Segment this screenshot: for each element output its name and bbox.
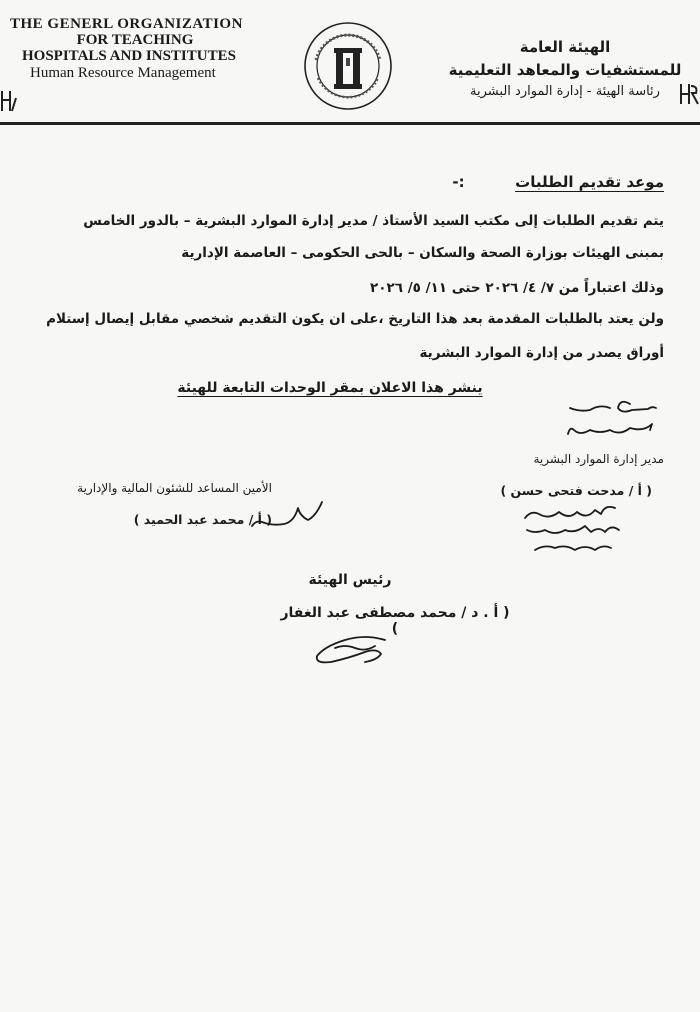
letterhead-ar-line2: للمستشفيات والمعاهد التعليمية (448, 61, 682, 79)
handwritten-initials (560, 396, 660, 448)
section-title-suffix: :- (452, 173, 465, 191)
paragraph-1: يتم تقديم الطلبات إلى مكتب السيد الأستاذ / مدير إدارة الموارد البشرية – بالدور الخامس (83, 213, 664, 229)
header-divider (0, 122, 700, 125)
paragraph-5: أوراق يصدر من إدارة الموارد البشرية (419, 345, 664, 361)
president-name: ( أ . د / محمد مصطفى عبد الغفار ) (280, 605, 510, 637)
section-title (452, 173, 664, 191)
letterhead-en-line2: FOR TEACHING (76, 32, 194, 48)
hr-mark-icon (0, 88, 18, 114)
hr-director-name: ( أ / مدحت فتحى حسن ) (500, 483, 652, 498)
publication-notice: ينشر هذا الاعلان بمقر الوحدات التابعة للهيئة (177, 380, 483, 396)
letterhead-en-line3: HOSPITALS AND INSTITUTES (22, 48, 236, 64)
section-title-text: موعد تقديم الطلبات (515, 173, 664, 191)
paragraph-2: بمبنى الهيئات بوزارة الصحة والسكان – بالحى الحكومى – العاصمة الإدارية (181, 245, 664, 261)
organization-seal-logo (302, 20, 394, 112)
arabic-letterhead (440, 36, 690, 102)
english-letterhead (10, 16, 250, 82)
finance-secretary-title: الأمين المساعد للشئون المالية والإدارية (77, 481, 272, 495)
letterhead-ar-line3: رئاسة الهيئة - إدارة الموارد البشرية (470, 84, 660, 99)
president-title: رئيس الهيئة (308, 572, 392, 588)
hr-director-signature (515, 500, 625, 556)
letterhead-en-line4: Human Resource Management (30, 65, 216, 81)
paragraph-3-dates: وذلك اعتباراً من ٧/ ٤/ ٢٠٢٦ حتى ١١/ ٥/ ٢٠٢٦ (370, 280, 664, 296)
letterhead-ar-line1: الهيئة العامة (519, 38, 611, 56)
letterhead-en-line1: THE GENERL ORGANIZATION (10, 16, 243, 32)
paragraph-4: ولن يعتد بالطلبات المقدمة بعد هذا التاريخ ،على ان يكون التقديم شخصي مقابل إيصال إستلام (46, 311, 664, 327)
president-signature (305, 630, 395, 670)
finance-secretary-name: ( أ / محمد عبد الحميد ) (133, 512, 272, 527)
hr-director-title: مدير إدارة الموارد البشرية (533, 452, 664, 466)
